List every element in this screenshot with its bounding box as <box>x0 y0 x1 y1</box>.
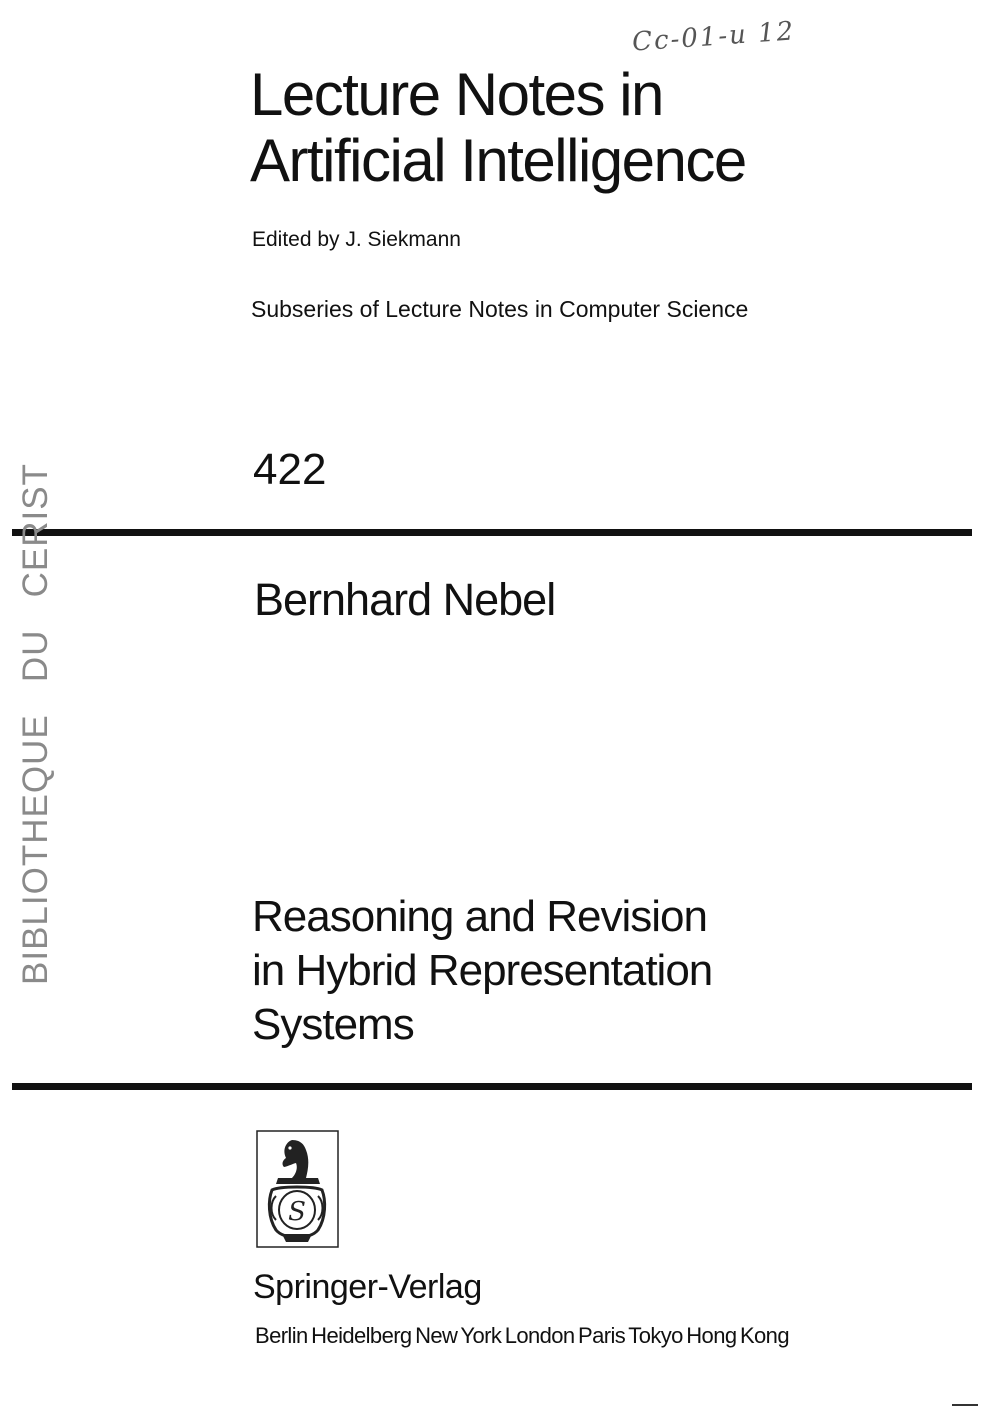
series-title <box>250 62 746 194</box>
svg-text:S: S <box>288 1197 306 1227</box>
library-stamp: BIBLIOTHEQUE DU CERIST <box>16 463 55 985</box>
book-title <box>252 890 712 1052</box>
subseries-label: Subseries of Lecture Notes in Computer Science <box>251 296 749 322</box>
book-title-line-3: Systems <box>252 1000 414 1049</box>
volume-number: 422 <box>253 445 327 494</box>
series-title-line-2: Artificial Intelligence <box>250 127 746 194</box>
book-title-line-1: Reasoning and Revision <box>252 892 707 941</box>
publisher-cities: Berlin Heidelberg New York London Paris Tokyo Hong Kong <box>255 1323 789 1348</box>
bottom-divider <box>12 1083 972 1090</box>
series-editor: Edited by J. Siekmann <box>252 228 461 251</box>
springer-knight-logo-icon <box>256 1130 339 1248</box>
series-title-line-1: Lecture Notes in <box>250 61 663 128</box>
top-divider <box>12 529 972 536</box>
book-title-line-2: in Hybrid Representation <box>252 946 713 995</box>
handwritten-catalog-note: Cc-01-u 12 <box>631 16 797 58</box>
author-name: Bernhard Nebel <box>254 574 556 625</box>
publisher-name: Springer-Verlag <box>253 1268 482 1306</box>
scan-corner-mark <box>952 1404 978 1406</box>
